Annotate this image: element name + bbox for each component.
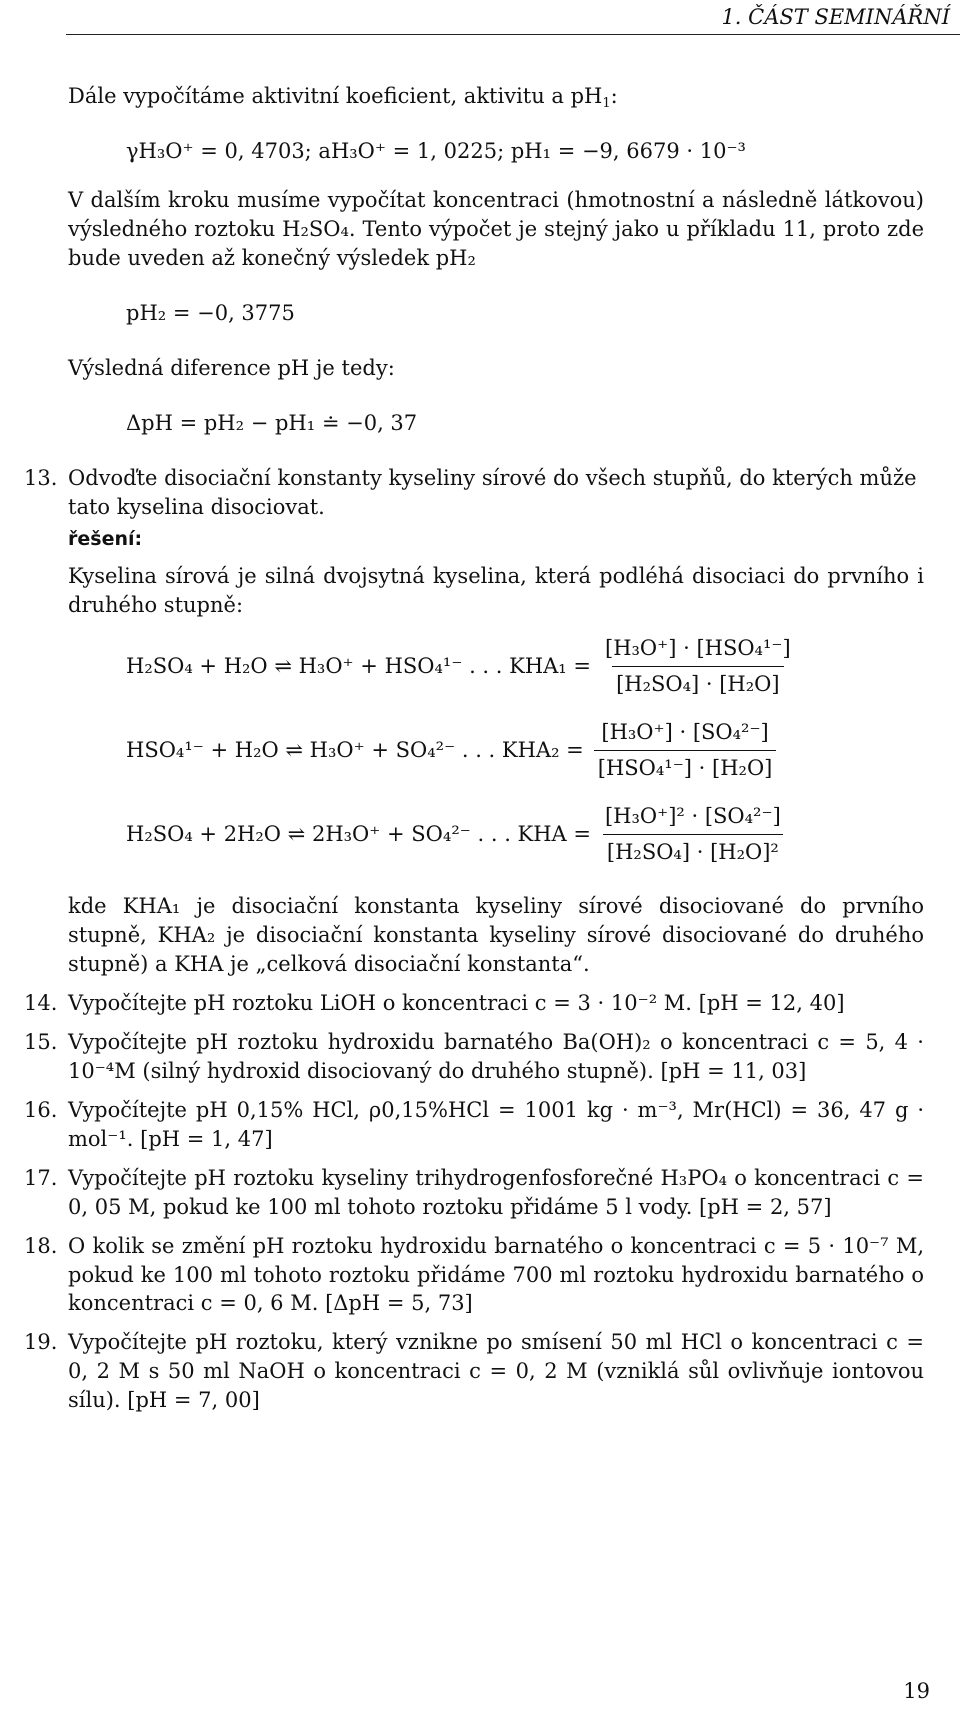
equation-2-fraction (594, 718, 777, 783)
problem-13 (24, 464, 924, 522)
main-content (24, 82, 924, 1415)
equation-3-fraction (601, 802, 785, 867)
gamma-equation: γH₃O⁺ = 0, 4703; aH₃O⁺ = 1, 0225; pH₁ = −9, 6679 · 10⁻³ (126, 138, 746, 163)
equation-2-lhs: HSO₄¹⁻ + H₂O ⇌ H₃O⁺ + SO₄²⁻ . . . KHA₂ = (126, 738, 584, 763)
problem-number: 15. (24, 1029, 58, 1054)
ph2-equation: pH₂ = −0, 3775 (126, 300, 295, 325)
concentration-paragraph: V dalším kroku musíme vypočítat koncentraci (hmotnostní a následně látkovou) výsledného roztoku H₂SO₄. Tento výpočet je stejný jako u příkladu 11, proto zde bude uveden až konečný výsledek pH₂ (68, 187, 924, 270)
equation-1-lhs: H₂SO₄ + H₂O ⇌ H₃O⁺ + HSO₄¹⁻ . . . KHA₁ = (126, 654, 591, 679)
problem-18 (24, 1232, 924, 1319)
problem-17 (24, 1164, 924, 1222)
equation-second-dissociation (68, 714, 924, 788)
equation-1-denominator: [H₂SO₄] · [H₂O] (612, 666, 784, 699)
problem-13-text: Odvoďte disociační konstanty kyseliny sírové do všech stupňů, do kterých může tato kyselina disociovat. (68, 465, 917, 519)
equation-3-lhs: H₂SO₄ + 2H₂O ⇌ 2H₃O⁺ + SO₄²⁻ . . . KHA = (126, 822, 591, 847)
problem-number: 19. (24, 1330, 58, 1355)
equation-1-numerator: [H₃O⁺] · [HSO₄¹⁻] (605, 636, 791, 661)
problem-14 (24, 989, 924, 1018)
difference-intro: Výsledná diference pH je tedy: (68, 355, 395, 380)
problem-number: 14. (24, 990, 58, 1015)
problem-16 (24, 1096, 924, 1154)
problem-text: O kolik se změní pH roztoku hydroxidu barnatého o koncentraci c = 5 · 10⁻⁷ M, pokud ke 100 ml tohoto roztoku přidáme 700 ml roztoku hydroxidu barnatého o koncentraci c = 0, 6 M. [ΔpH = 5, 73] (68, 1233, 924, 1316)
equation-2-numerator: [H₃O⁺] · [SO₄²⁻] (601, 720, 769, 745)
delta-ph-equation: ΔpH = pH₂ − pH₁ ≐ −0, 37 (126, 410, 418, 435)
problem-number: 16. (24, 1097, 58, 1122)
equation-2-denominator: [HSO₄¹⁻] · [H₂O] (594, 750, 777, 783)
page-number: 19 (903, 1679, 930, 1704)
problem-text: Vypočítejte pH roztoku kyseliny trihydrogenfosforečné H₃PO₄ o koncentraci c = 0, 05 M, pokud ke 100 ml tohoto roztoku přidáme 5 l vody. [pH = 2, 57] (68, 1165, 924, 1219)
problem-number: 17. (24, 1165, 58, 1190)
intro-text: Dále vypočítáme aktivitní koeficient, aktivitu a pH (68, 84, 603, 108)
intro-paragraph (68, 82, 924, 111)
running-header (66, 0, 960, 42)
problem-text: Vypočítejte pH roztoku, který vznikne po smísení 50 ml HCl o koncentraci c = 0, 2 M s 50 ml NaOH o koncentraci c = 0, 2 M (vzniklá sůl ovlivňuje iontovou sílu). [pH = 7, 00] (68, 1330, 924, 1413)
problem-15 (24, 1028, 924, 1086)
equation-3-denominator: [H₂SO₄] · [H₂O]² (603, 834, 783, 867)
equation-first-dissociation (68, 630, 924, 704)
solution-heading: řešení: (68, 527, 143, 550)
problem-number: 18. (24, 1233, 58, 1258)
problem-text: Vypočítejte pH roztoku LiOH o koncentraci c = 3 · 10⁻² M. [pH = 12, 40] (68, 990, 845, 1015)
problem-13-number: 13. (24, 465, 58, 490)
intro-end: : (610, 84, 618, 108)
problem-text: Vypočítejte pH 0,15% HCl, ρ0,15%HCl = 1001 kg · m⁻³, Mr(HCl) = 36, 47 g · mol⁻¹. [pH = 1, 47] (68, 1097, 924, 1151)
problem-19 (24, 1328, 924, 1415)
header-rule (66, 34, 960, 35)
equation-3-numerator: [H₃O⁺]² · [SO₄²⁻] (604, 804, 781, 829)
equation-1-fraction (601, 634, 795, 699)
sulfuric-acid-paragraph: Kyselina sírová je silná dvojsytná kyselina, která podléhá disociaci do prvního i druhého stupně: (68, 563, 924, 617)
intro-sub: 1 (602, 96, 611, 111)
problem-text: Vypočítejte pH roztoku hydroxidu barnatého Ba(OH)₂ o koncentraci c = 5, 4 · 10⁻⁴M (silný hydroxid disociovaný do druhého stupně). [pH = 11, 03] (68, 1029, 924, 1083)
header-title: 1. ČÁST SEMINÁŘNÍ (721, 5, 950, 29)
constants-explanation: kde KHA₁ je disociační konstanta kyseliny sírové disociované do prvního stupně, KHA₂ je disociační konstanta kyseliny sírové disociované do druhého stupně) a KHA je „celková disociační konstanta“. (68, 893, 924, 976)
equation-total-dissociation (68, 798, 924, 872)
